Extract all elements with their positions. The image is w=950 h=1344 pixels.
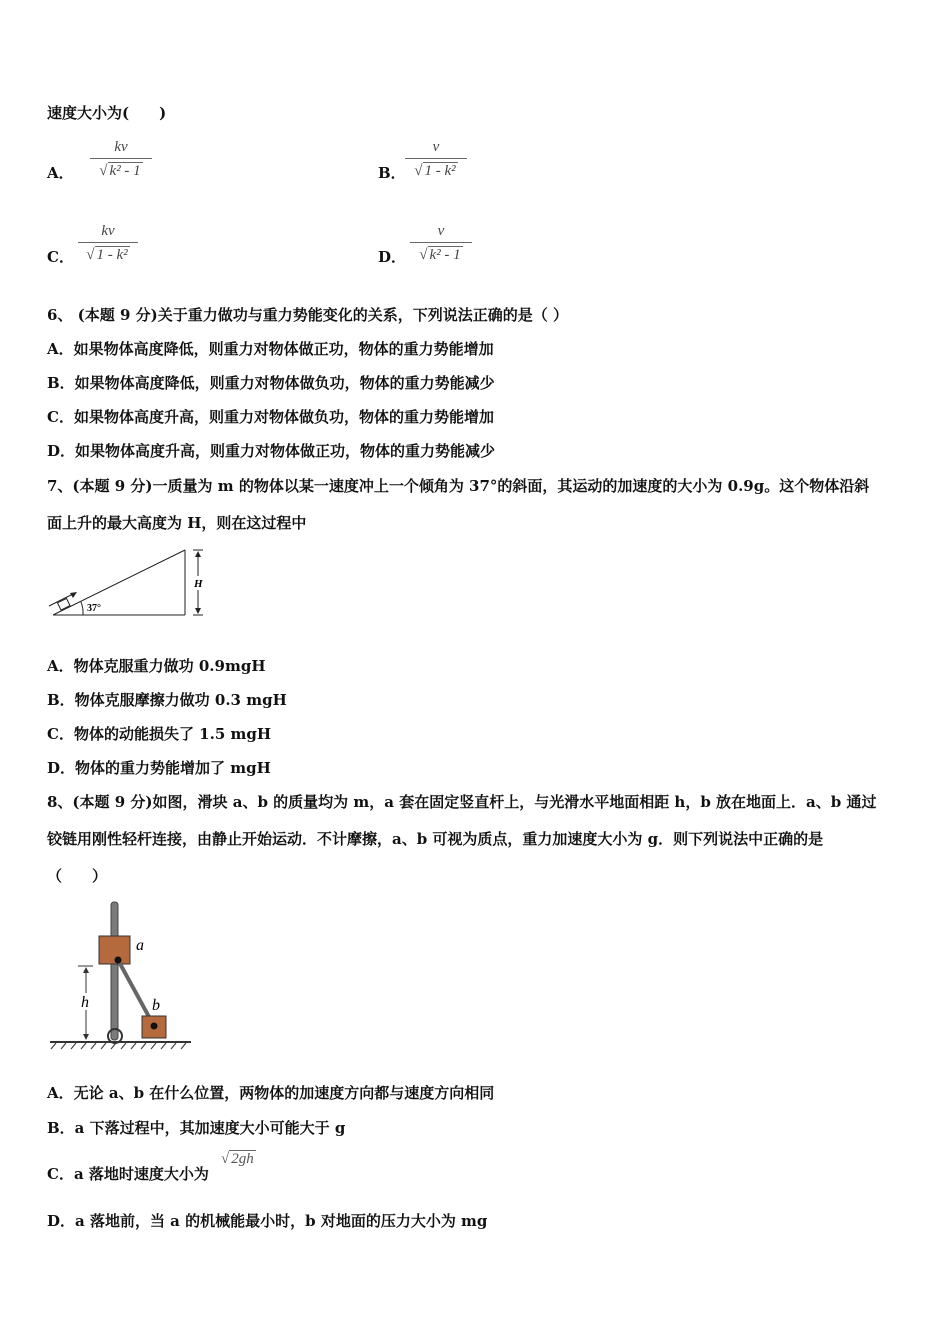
q8-option-a: A．无论 a、b 在什么位置，两物体的加速度方向都与速度方向相同 xyxy=(47,1084,495,1102)
q8-slider-figure xyxy=(48,898,198,1056)
q8-label-a: a xyxy=(136,937,144,954)
q7-angle-arc xyxy=(81,602,83,615)
q8-option-d: D．a 落地前，当 a 的机械能最小时，b 对地面的压力大小为 mg xyxy=(47,1212,488,1230)
q7-angle-label: 37° xyxy=(87,603,101,614)
q7-stem-line1: 7、(本题 9 分)一质量为 m 的物体以某一速度冲上一个倾角为 37°的斜面，其运动的加速度的大小为 0.9g。这个物体沿斜 xyxy=(47,477,870,495)
q5-option-b-label: B． xyxy=(378,164,406,182)
q7-velocity-arrow xyxy=(49,593,75,606)
q5-option-a-numerator: kv xyxy=(114,139,128,155)
q7-incline-figure xyxy=(45,542,215,622)
q7-option-c: C．物体的动能损失了 1.5 mgH xyxy=(47,725,272,743)
q8-vertical-rod xyxy=(111,902,118,1040)
q5-option-b-numerator: v xyxy=(432,139,440,155)
q8-option-b: B．a 下落过程中，其加速度大小可能大于 g xyxy=(47,1119,346,1137)
q5-option-a-denominator: k² - 1 xyxy=(109,163,141,179)
q8-label-h: h xyxy=(81,994,89,1011)
q5-option-c-label: C． xyxy=(47,248,74,266)
q8-stem-line1: 8、(本题 9 分)如图，滑块 a、b 的质量均为 m，a 套在固定竖直杆上，与光滑水平地面相距 h，b 放在地面上．a、b 通过 xyxy=(47,793,877,811)
q6-option-d: D．如果物体高度升高，则重力对物体做正功，物体的重力势能减少 xyxy=(47,442,496,460)
q5-option-b-fraction: v √ 1 - k² xyxy=(405,138,467,181)
q5-option-d-fraction: v √ k² - 1 xyxy=(410,222,472,265)
q7-option-b: B．物体克服摩擦力做功 0.3 mgH xyxy=(47,691,287,709)
q6-stem: 6、 (本题 9 分)关于重力做功与重力势能变化的关系，下列说法正确的是（ ） xyxy=(47,306,568,324)
q7-incline-slope xyxy=(53,550,185,615)
q5-option-a-fraction: kv √ k² - 1 xyxy=(90,138,152,181)
q7-option-a: A．物体克服重力做功 0.9mgH xyxy=(47,657,266,675)
q5-option-d-numerator: v xyxy=(437,223,445,239)
q6-option-c: C．如果物体高度升高，则重力对物体做负功，物体的重力势能增加 xyxy=(47,408,494,426)
q8-stem-line3: （ ） xyxy=(47,867,108,885)
q8-option-c-formula: √ 2gh xyxy=(221,1151,254,1167)
q8-hinge-a xyxy=(115,957,122,964)
q5-option-d-label: D． xyxy=(378,248,407,266)
q8-block-a xyxy=(99,936,130,964)
q8-stem-line2: 铰链用刚性轻杆连接，由静止开始运动．不计摩擦，a、b 可视为质点，重力加速度大小为 g．则下列说法中正确的是 xyxy=(47,830,824,848)
q5-stem-tail: 速度大小为( ) xyxy=(47,104,167,122)
q5-option-a-label: A． xyxy=(47,164,74,182)
q5-option-c-fraction: kv √ 1 - k² xyxy=(78,222,138,265)
q5-option-b-denominator: 1 - k² xyxy=(424,163,456,179)
q8-option-c-formula-radicand: 2gh xyxy=(231,1151,254,1167)
q8-label-b: b xyxy=(152,997,160,1014)
q5-option-c-denominator: 1 - k² xyxy=(96,247,128,263)
q7-stem-line2: 面上升的最大高度为 H，则在这过程中 xyxy=(47,514,307,532)
q8-option-c: C．a 落地时速度大小为 xyxy=(47,1165,209,1183)
q6-option-b: B．如果物体高度降低，则重力对物体做负功，物体的重力势能减少 xyxy=(47,374,495,392)
q8-hinge-b xyxy=(151,1023,158,1030)
q7-option-d: D．物体的重力势能增加了 mgH xyxy=(47,759,271,777)
q7-height-label: H xyxy=(194,578,203,590)
q5-option-d-denominator: k² - 1 xyxy=(429,247,461,263)
q5-option-c-numerator: kv xyxy=(101,223,115,239)
q6-option-a: A．如果物体高度降低，则重力对物体做正功，物体的重力势能增加 xyxy=(47,340,494,358)
q7-block xyxy=(57,598,69,610)
